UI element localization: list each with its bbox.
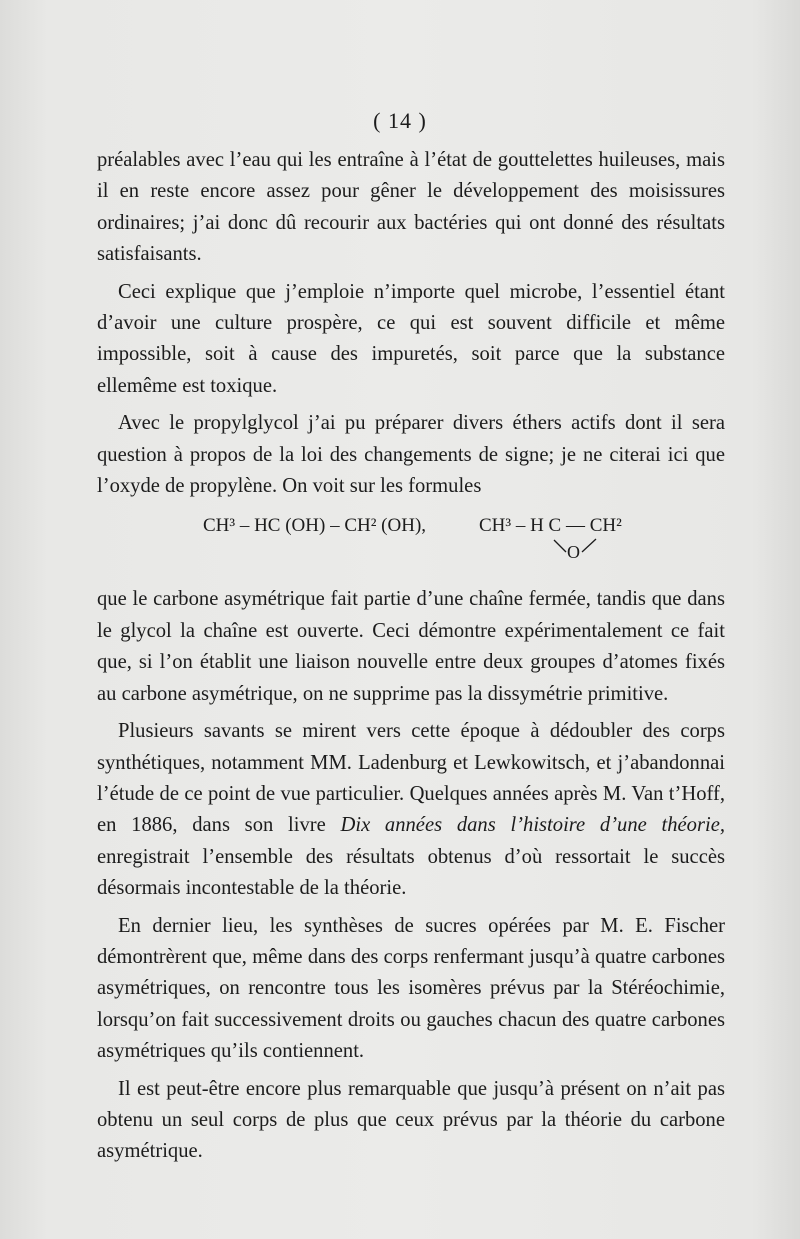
paragraph-1: préalables avec l’eau qui les entraîne à l’état de gouttelettes huileuses, mais il en reste encore assez pour gêner le développement des moisissures ordinaires; j’ai donc dû recourir aux bactéries qui ont donné des résultats satisfaisants.	[97, 149, 725, 266]
paragraph-4: que le carbone asymétrique fait partie d’une chaîne fermée, tandis que dans le glycol la chaîne est ouverte. Ceci démontre expérimentalement ce fait que, si l’on établit une liaison nouvelle entre deux groupes d’atomes fixés au carbone asymétrique, on ne supprime pas la dissymétrie primitive.	[97, 588, 725, 705]
book-title: Dix années dans l’histoire d’une théorie,	[340, 814, 725, 837]
propylene-oxide-formula: CH³ – H C — CH²	[479, 515, 622, 537]
propylglycol-formula: CH³ – HC (OH) – CH² (OH),	[203, 515, 427, 537]
page-number: ( 14 )	[373, 108, 427, 133]
oxygen-bridge	[552, 536, 600, 564]
paragraph-2: Ceci explique que j’emploie n’importe quel microbe, l’essentiel étant d’avoir une culture prospère, ce qui est souvent difficile et même impossible, soit à cause des impuretés, soit parce que la substance ellemême est toxique.	[97, 280, 725, 397]
paragraph-5-start: Plusieurs savants se mirent vers cette époque à dédoubler des corps synthétiques, notamment MM. Ladenburg et Lewkowitsch, et j’abandonnai l’étude de ce point de vue particulier. Quelques années après M. Van t’Hoff, en 1886, dans son livre	[97, 720, 725, 837]
oxygen-bridge-bonds-icon	[552, 536, 600, 564]
oxygen-atom: O	[567, 542, 580, 563]
chemical-formulas	[97, 510, 725, 570]
body-text	[97, 145, 725, 1174]
paragraph-7: Il est peut-être encore plus remarquable que jusqu’à présent on n’ait pas obtenu un seul corps de plus que ceux prévus par la théorie du carbone asymétrique.	[97, 1077, 725, 1163]
paragraph-5	[97, 716, 725, 904]
paragraph-6: En dernier lieu, les synthèses de sucres opérées par M. E. Fischer démontrèrent que, même dans des corps renfermant jusqu’à quatre carbones asymétriques, on rencontre tous les isomères prévus par la Stéréochimie, lorsqu’on fait successivement droits ou gauches chacun des quatre carbones asymétriques qu’ils contiennent.	[97, 914, 725, 1063]
paragraph-3: Avec le propylglycol j’ai pu préparer divers éthers actifs dont il sera question à propos de la loi des changements de signe; je ne citerai ici que l’oxyde de propylène. On voit sur les formules	[97, 412, 725, 498]
paragraph-5-end: enregistrait l’ensemble des résultats obtenus d’où ressortait le succès désormais incontestable de la théorie.	[97, 845, 725, 900]
